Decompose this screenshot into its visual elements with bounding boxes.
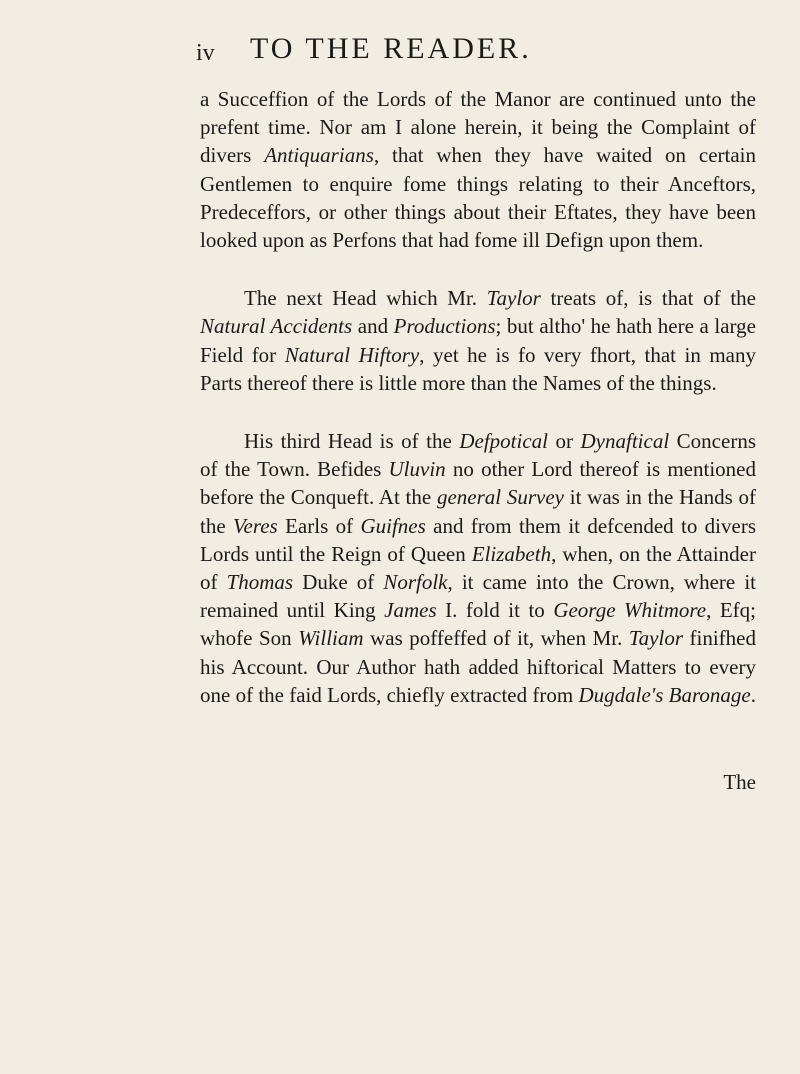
text-run: a Succeffion of the Lords of the Manor are continued unto the prefent time. Nor am I alone herein, it being the Complaint of divers xyxy=(200,87,756,168)
catchword: The xyxy=(723,770,756,794)
italic-run: James xyxy=(384,598,437,623)
italic-run: Taylor xyxy=(628,626,683,651)
italic-run: William xyxy=(298,626,364,651)
italic-run: Natural Hiftory xyxy=(284,342,420,367)
text-run: ; but altho' he hath here a large Field for xyxy=(200,314,756,367)
body-text xyxy=(200,85,756,709)
italic-run: Elizabeth xyxy=(471,541,552,566)
text-run: , when, on the Attainder of xyxy=(200,541,756,595)
text-run: . xyxy=(750,682,756,707)
text-run: , Efq; whofe Son xyxy=(200,598,756,651)
text-run: and xyxy=(352,314,394,339)
text-run: no other Lord thereof is mentioned before the Conqueft. At the xyxy=(200,457,756,510)
page-number: iv xyxy=(196,40,215,66)
text-run: was poffeffed of it, when Mr. xyxy=(363,626,629,651)
text-run: , it came into the Crown, where it remained until King xyxy=(200,570,756,623)
text-run: Earls of xyxy=(277,513,361,538)
text-run: treats of, is that of the xyxy=(540,286,756,311)
italic-run: Dugdale's Baronage xyxy=(578,682,751,707)
paragraph-3 xyxy=(200,427,756,709)
paragraph-2 xyxy=(200,284,756,397)
text-run: Duke of xyxy=(293,570,384,595)
italic-run: Dynaftical xyxy=(580,429,670,454)
italic-run: Thomas xyxy=(226,570,294,595)
italic-run: Uluvin xyxy=(388,457,446,482)
running-head: TO THE READER. xyxy=(250,32,532,65)
italic-run: Norfolk xyxy=(383,570,448,595)
text-run: or xyxy=(548,429,581,454)
italic-run: general Survey xyxy=(436,485,564,510)
text-run: , yet he is fo very fhort, that in many Parts thereof there is little more than the Names of the things. xyxy=(200,342,757,395)
italic-run: Defpotical xyxy=(459,429,548,454)
text-run: Concerns of the Town. Befides xyxy=(200,429,756,482)
italic-run: Antiquarians xyxy=(264,143,374,168)
italic-run: Productions xyxy=(393,314,496,339)
text-run: , that when they have waited on certain Gentlemen to enquire fome things relating to their Anceftors, Predeceffors, or other things about their Eftates, they have been looked upon as Perfons that had fome ill Defign upon them. xyxy=(200,143,757,253)
text-run: finifhed his Account. Our Author hath added hiftorical Matters to every one of the faid Lords, chiefly extracted from xyxy=(200,626,756,707)
text-run: I. fold it to xyxy=(436,598,554,623)
text-run: His third Head is of the xyxy=(244,429,460,454)
italic-run: Veres xyxy=(233,513,278,538)
italic-run: Guifnes xyxy=(360,513,426,538)
paragraph-1 xyxy=(200,85,756,254)
italic-run: Natural Accidents xyxy=(200,314,353,339)
italic-run: Taylor xyxy=(486,286,541,311)
text-run: The next Head which Mr. xyxy=(244,286,487,311)
italic-run: George Whitmore xyxy=(553,598,707,623)
text-run: it was in the Hands of the xyxy=(200,485,756,538)
text-run: and from them it defcended to divers Lords until the Reign of Queen xyxy=(200,513,756,566)
page-header xyxy=(196,30,756,70)
